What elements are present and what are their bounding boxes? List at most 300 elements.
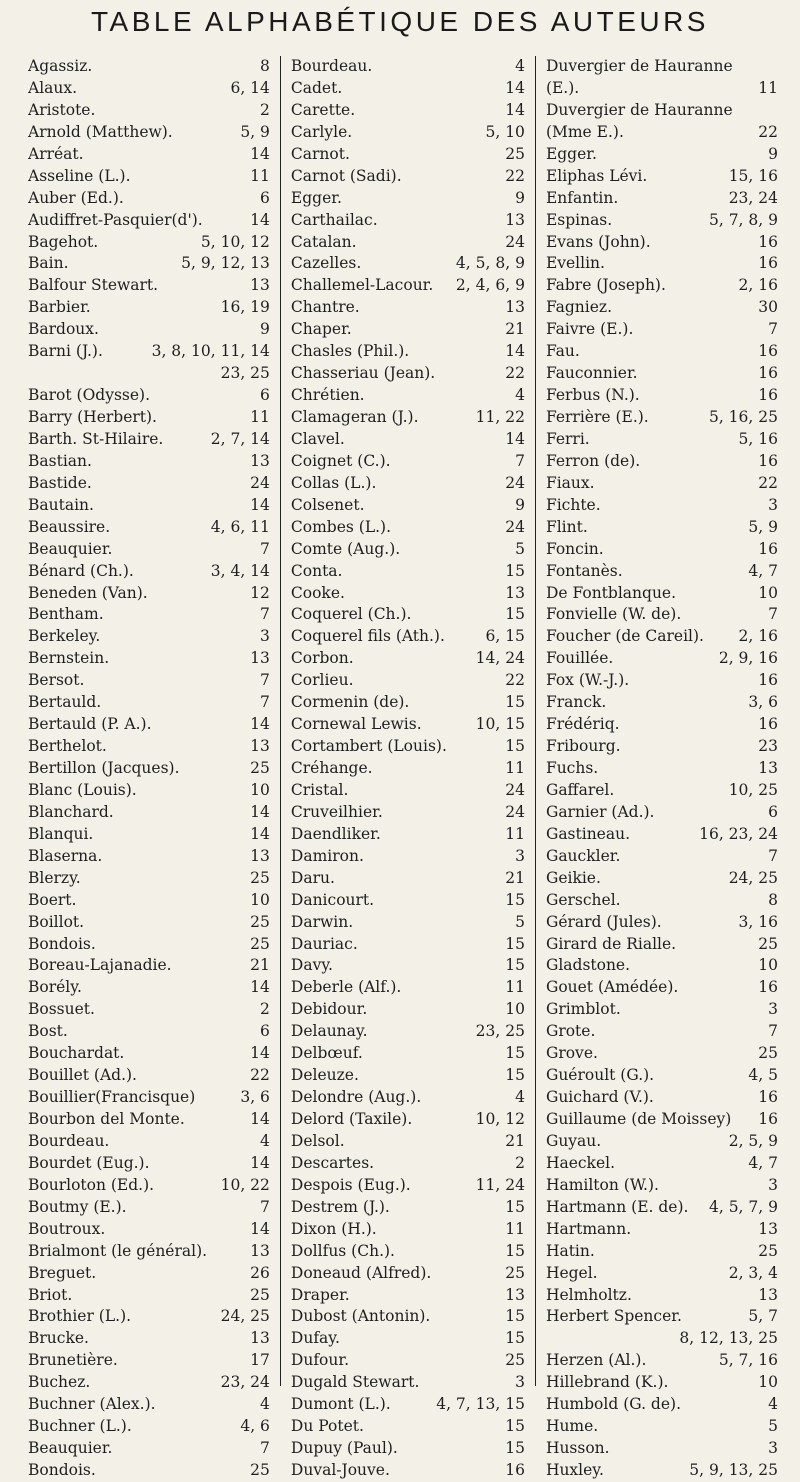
index-entry [546,890,778,912]
author-name: Beauquier. [28,539,113,558]
index-entry [291,802,525,824]
page-refs: 2, 3, 4 [728,1263,778,1282]
author-name: Bourdet (Eug.). [28,1153,150,1172]
page-refs: 3, 16 [738,912,778,931]
author-name: Humbold (G. de). [545,1395,681,1414]
author-name: Bourdeau. [290,57,373,75]
index-entry [291,890,525,912]
page-refs: 15 [505,737,525,756]
page-refs: 11 [758,78,778,97]
index-entry [28,824,270,846]
author-name: Herzen (Al.). [545,1351,647,1370]
index-entry [291,561,525,583]
page-refs: 4 [515,57,525,75]
index-entry [546,385,778,407]
author-name: Du Potet. [290,1417,364,1436]
author-name: Buchner (Alex.). [28,1395,156,1414]
index-entry [291,473,525,495]
page-refs: 4, 6 [240,1417,270,1436]
index-entry [291,1372,525,1394]
page-refs: 11 [505,759,525,777]
index-entry [291,122,525,144]
page-refs: 11, 24 [475,1175,525,1194]
index-entry [546,1197,778,1219]
author-name: Beneden (Van). [28,583,148,602]
author-name: Hillebrand (K.). [545,1373,669,1392]
index-entry [546,1350,778,1372]
page-refs: 7 [260,1439,270,1458]
index-entry [28,407,270,429]
author-name: Breguet. [28,1263,97,1282]
author-name: Fuchs. [545,759,599,777]
index-entry [291,1021,525,1043]
page-refs: 11, 22 [475,408,525,426]
page-refs: 13 [250,276,270,295]
index-entry [291,1350,525,1372]
index-entry [546,363,778,385]
index-entry [546,1306,778,1328]
author-name: Hume. [545,1417,599,1436]
index-entry [546,1219,778,1241]
author-name: Coquerel fils (Ath.). [290,627,445,646]
author-name: Bastide. [28,473,92,492]
author-name: Descartes. [290,1153,375,1172]
page-refs: 23 [758,737,778,756]
index-entry [546,846,778,868]
author-name: Carnot (Sadi). [290,166,402,185]
page-refs: 5, 16, 25 [708,408,778,426]
author-name: Fabre (Joseph). [545,276,666,295]
author-name: Corbon. [290,649,354,668]
page-refs: 14 [250,144,270,163]
author-name: Boutroux. [28,1219,106,1238]
author-name: Flint. [545,517,588,536]
page-refs: 6 [768,802,778,821]
author-name: Bondois. [28,1461,96,1479]
page-refs: 3, 8, 10, 11, 14 [151,342,270,361]
page-refs: 25 [250,1461,270,1479]
page-refs: 23, 25 [220,364,270,383]
index-entry [291,692,525,714]
page-refs: 14 [250,824,270,843]
author-name: Grove. [545,1044,598,1063]
page-refs: 16, 23, 24 [699,824,778,843]
index-entry [28,912,270,934]
page-refs: 25 [505,144,525,163]
index-entry [291,1460,525,1482]
page-refs: 25 [250,759,270,777]
author-name: Brialmont (le général). [28,1241,208,1260]
page-refs: 16 [758,978,778,997]
page-refs: 7 [260,693,270,712]
index-entry [291,188,525,210]
page-refs: 24 [505,232,525,251]
index-entry [546,736,778,758]
index-entry [28,714,270,736]
page-refs: 16 [758,1110,778,1128]
page-refs: 7 [768,1022,778,1041]
index-entry [291,1263,525,1285]
author-name: Guichard (V.). [545,1088,654,1107]
page-refs: 13 [505,298,525,317]
author-name: Despois (Eug.). [290,1175,411,1194]
index-entry [291,1394,525,1416]
page-refs: 3 [768,495,778,514]
index-entry [28,56,270,78]
author-name: Barry (Herbert). [28,408,157,426]
author-name: Coignet (C.). [290,451,391,470]
author-name: Briot. [28,1285,73,1304]
page-refs: 15 [505,1197,525,1216]
index-entry [291,1153,525,1175]
page-refs: 25 [250,868,270,887]
index-entry [28,122,270,144]
author-name: Deleuze. [290,1066,359,1085]
author-name: Bourbon del Monte. [28,1110,185,1128]
index-entry [291,407,525,429]
author-name: Blanchard. [28,802,114,821]
author-name: Blanqui. [28,824,94,843]
index-entry [28,100,270,122]
author-name: Debidour. [290,1000,368,1019]
author-name: Conta. [290,561,343,580]
page-refs: 14, 24 [475,649,525,668]
index-entry [291,1175,525,1197]
index-entry [291,451,525,473]
page-refs: 4 [515,1088,525,1107]
author-name: Aristote. [28,100,96,119]
page-refs: 15 [505,956,525,975]
index-entry [546,583,778,605]
author-name: Frédériq. [545,715,620,734]
index-entry [28,1394,270,1416]
index-entry [546,912,778,934]
index-entry [291,955,525,977]
index-entry [546,1394,778,1416]
index-entry [546,539,778,561]
index-entry [28,999,270,1021]
page-refs: 11 [250,408,270,426]
page-refs: 8, 12, 13, 25 [679,1329,778,1348]
author-name: Garnier (Ad.). [545,802,655,821]
page-refs: 4, 7 [748,561,778,580]
index-entry [291,210,525,232]
index-entry [291,626,525,648]
author-name: Guyau. [545,1131,602,1150]
index-entry [28,1438,270,1460]
page-refs: 26 [250,1263,270,1282]
author-name: Cornewal Lewis. [290,715,422,734]
index-entry [291,517,525,539]
page-refs: 15 [505,934,525,953]
author-name: Bentham. [28,605,104,624]
page-refs: 2, 16 [738,276,778,295]
author-name: Fribourg. [545,737,621,756]
author-name: Corlieu. [290,671,354,690]
author-name: Hartmann. [545,1219,632,1238]
author-name: Dupuy (Paul). [290,1439,398,1458]
page-refs: 2 [260,100,270,119]
index-entry [28,144,270,166]
index-entry [28,1131,270,1153]
author-name: Doneaud (Alfred). [290,1263,432,1282]
page-refs: 21 [505,1131,525,1150]
page-refs: 16 [758,342,778,361]
author-name: Eliphas Lévi. [545,166,648,185]
page-refs: 13 [250,649,270,668]
author-name: Espinas. [545,210,613,229]
page-refs: 4, 7 [748,1153,778,1172]
index-entry [291,999,525,1021]
author-name: Hartmann (E. de). [545,1197,689,1216]
page-refs: 3 [515,846,525,865]
author-name: Gerschel. [545,890,621,909]
index-entry [291,583,525,605]
index-entry [28,1328,270,1350]
index-entry [28,297,270,319]
index-entry [28,977,270,999]
author-name: Ferrière (E.). [545,408,649,426]
author-name: Girard de Rialle. [545,934,677,953]
index-entry [291,363,525,385]
author-name: Darwin. [290,912,354,931]
author-name: Blanc (Louis). [28,780,137,799]
author-name: Boutmy (E.). [28,1197,127,1216]
page-refs: 7 [768,846,778,865]
author-name: Gérard (Jules). [545,912,662,931]
page-refs: 4, 5 [748,1066,778,1085]
author-name: Daendliker. [290,824,381,843]
author-name: Fonvielle (W. de). [545,605,682,624]
author-name: Chrétien. [290,386,365,405]
index-entry [291,385,525,407]
index-entry [546,253,778,275]
author-name: Fau. [545,342,580,361]
index-entry [291,1087,525,1109]
index-entry [291,670,525,692]
author-name: Carlyle. [290,122,353,141]
author-name: Combes (L.). [290,517,392,536]
index-entry [28,890,270,912]
index-entry [546,429,778,451]
author-name: Carthailac. [290,210,378,229]
page-refs: 5, 9, 13, 25 [689,1461,778,1479]
page-refs: 6, 15 [485,627,525,646]
author-name: Fox (W.-J.). [545,671,630,690]
page-refs: 14 [250,1044,270,1063]
index-entry [546,1285,778,1307]
index-entry [28,934,270,956]
author-name: Brothier (L.). [28,1307,132,1326]
index-entry [28,846,270,868]
page-refs: 25 [758,1241,778,1260]
page-refs: 25 [250,912,270,931]
page-refs: 3, 6 [240,1088,270,1107]
page-refs: 24 [250,473,270,492]
page-refs: 2, 5, 9 [728,1131,778,1150]
page-refs: 9 [768,144,778,163]
page-refs: 10 [250,890,270,909]
index-entry [546,1109,778,1131]
index-entry [28,626,270,648]
author-name: Ferbus (N.). [545,386,640,405]
page-refs: 15 [505,1241,525,1260]
page-refs: 4 [260,1395,270,1414]
index-entry [291,56,525,78]
index-column-2 [280,56,535,1479]
page-refs: 10 [758,956,778,975]
index-entry [28,166,270,188]
page-refs: 14 [505,100,525,119]
author-name: (E.). [545,78,580,97]
author-name: Bourdeau. [28,1131,110,1150]
index-entry [291,758,525,780]
author-name: Arnold (Matthew). [28,122,173,141]
page-refs: 15 [505,1066,525,1085]
page-refs: 2, 4, 6, 9 [455,276,525,295]
author-name: Bertauld (P. A.). [28,715,152,734]
index-entry [28,780,270,802]
index-entry [291,166,525,188]
index-entry [546,1175,778,1197]
author-name: Grote. [545,1022,596,1041]
index-entry [546,1372,778,1394]
index-entry [546,648,778,670]
author-name: Catalan. [290,232,357,251]
page-refs: 9 [515,188,525,207]
index-entry [546,758,778,780]
page-refs: 10, 25 [728,780,778,799]
page-refs: 13 [505,583,525,602]
page-refs: 7 [260,671,270,690]
author-name: Fontanès. [545,561,623,580]
page-refs: 10 [758,1373,778,1392]
author-name: Dollfus (Ch.). [290,1241,395,1260]
author-name: Colsenet. [290,495,365,514]
page-refs: 7 [260,539,270,558]
index-entry [546,802,778,824]
page-refs: 23, 24 [728,188,778,207]
author-name: Bouchardat. [28,1044,125,1063]
page-refs: 10, 15 [475,715,525,734]
page-refs: 4 [260,1131,270,1150]
page-refs: 13 [758,759,778,777]
index-entry [28,275,270,297]
index-entry [291,144,525,166]
author-name: Egger. [545,144,597,163]
index-entry [291,736,525,758]
page-refs: 25 [250,934,270,953]
index-column-3 [535,56,778,1479]
page-refs: 14 [250,1153,270,1172]
index-entry [28,210,270,232]
page-refs: 13 [250,737,270,756]
author-name: Balfour Stewart. [28,276,159,295]
author-name: Fiaux. [545,473,595,492]
index-entry [28,253,270,275]
index-entry [546,934,778,956]
author-name: Brucke. [28,1329,89,1348]
index-entry [546,1263,778,1285]
index-entry [546,341,778,363]
author-name: Hegel. [545,1263,598,1282]
index-entry [291,275,525,297]
author-name: Delord (Taxile). [290,1110,413,1128]
author-name: Barot (Odysse). [28,386,151,405]
page-refs: 25 [250,1285,270,1304]
index-entry [28,495,270,517]
index-entry [546,1438,778,1460]
page-refs: 5, 9 [240,122,270,141]
page-refs: 23, 24 [220,1373,270,1392]
author-name: Bossuet. [28,1000,95,1019]
page-refs: 24, 25 [220,1307,270,1326]
page-refs: 22 [505,364,525,383]
author-name: Challemel-Lacour. [290,276,434,295]
author-name: Bost. [28,1022,68,1041]
author-name: Huxley. [545,1461,604,1479]
page-refs: 25 [758,1044,778,1063]
index-entry [28,1219,270,1241]
author-name: Guéroult (G.). [545,1066,655,1085]
page-refs: 7 [768,605,778,624]
page-refs: 23, 25 [475,1022,525,1041]
author-name: Beaussire. [28,517,111,536]
author-name: Berthelot. [28,737,107,756]
index-entry [28,802,270,824]
page-refs: 11 [505,978,525,997]
author-name: Bautain. [28,495,94,514]
author-name: Asseline (L.). [28,166,131,185]
page-refs: 25 [758,934,778,953]
index-entry [546,210,778,232]
author-name: Bondois. [28,934,96,953]
index-entry [28,188,270,210]
index-entry [28,736,270,758]
page-refs: 5, 7, 8, 9 [708,210,778,229]
page-refs: 14 [250,1219,270,1238]
index-entry [546,407,778,429]
author-name: Hatin. [545,1241,595,1260]
page-refs: 14 [250,715,270,734]
page-refs: 25 [505,1351,525,1370]
index-entry [546,1021,778,1043]
page-refs: 15 [505,1417,525,1436]
page-refs: 13 [758,1285,778,1304]
author-index [28,56,778,1479]
author-name: Ferron (de). [545,451,641,470]
page-refs: 2, 7, 14 [210,429,270,448]
index-entry [28,451,270,473]
index-entry [28,1175,270,1197]
index-entry [546,1065,778,1087]
index-entry [28,517,270,539]
author-name: Bardoux. [28,320,99,339]
page-refs: 14 [250,802,270,821]
index-entry [546,297,778,319]
index-entry [28,429,270,451]
author-name: Chasseriau (Jean). [290,364,436,383]
index-entry [546,1328,778,1350]
index-entry [28,868,270,890]
page-refs: 16 [758,254,778,273]
page-refs: 5 [768,1417,778,1436]
author-name: Herbert Spencer. [545,1307,682,1326]
page-refs: 13 [505,210,525,229]
author-name: (Mme E.). [545,122,624,141]
index-entry [28,604,270,626]
index-entry [291,1197,525,1219]
